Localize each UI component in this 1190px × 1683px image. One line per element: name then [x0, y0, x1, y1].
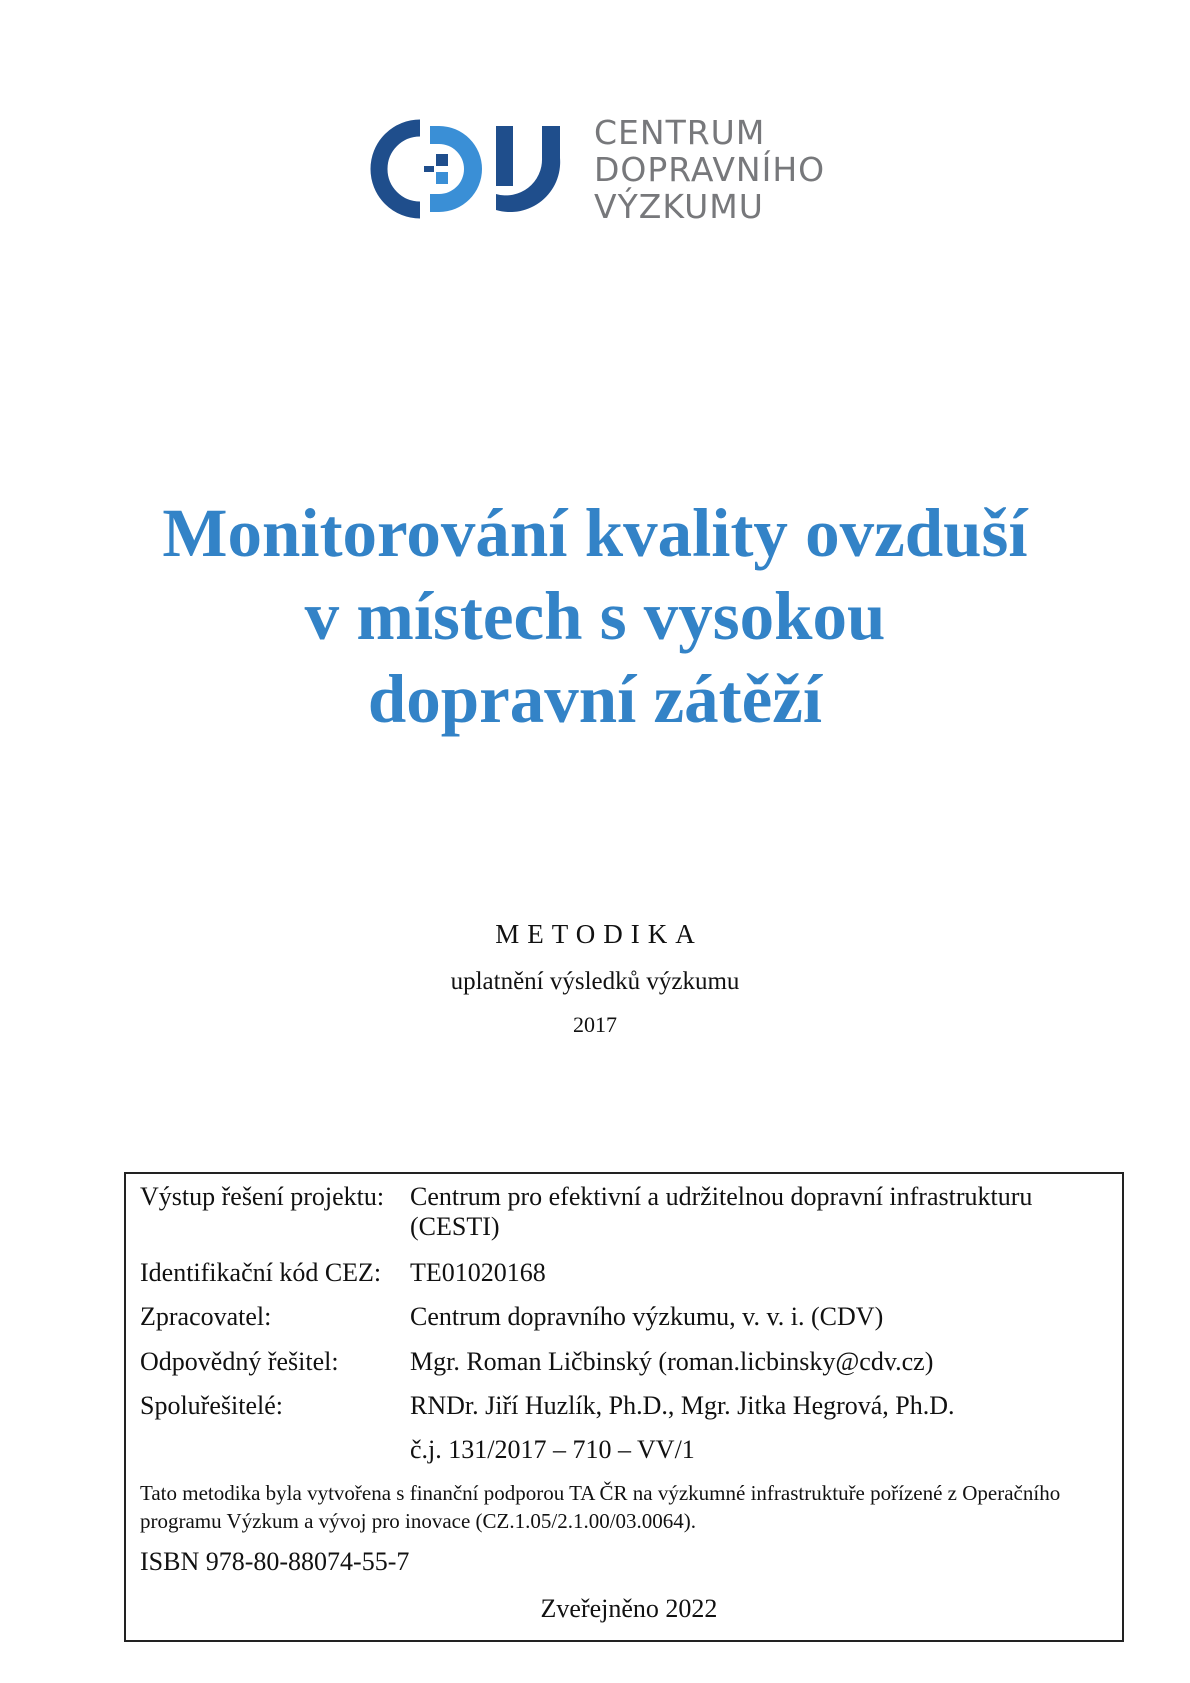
title-line-2: v místech s vysokou: [304, 578, 886, 654]
isbn: ISBN 978-80-88074-55-7: [140, 1547, 410, 1576]
project-info-box: [124, 1172, 1124, 1642]
info-value: Centrum pro efektivní a udržitelnou dopravní infrastrukturu (CESTI): [410, 1182, 1033, 1241]
document-title: [0, 492, 1190, 741]
info-label: Spoluřešitelé:: [140, 1391, 283, 1420]
info-value: č.j. 131/2017 – 710 – VV/1: [410, 1435, 695, 1464]
logo-line-3: VÝZKUMU: [594, 187, 764, 226]
logo-line-1: CENTRUM: [594, 113, 766, 152]
info-label: Výstup řešení projektu:: [140, 1182, 385, 1211]
info-value: Centrum dopravního výzkumu, v. v. i. (CDV): [410, 1302, 884, 1331]
published-date: Zveřejněno 2022: [540, 1594, 718, 1623]
info-label: Odpovědný řešitel:: [140, 1347, 339, 1376]
document-type-subtitle: uplatnění výsledků výzkumu: [450, 968, 740, 995]
logo-text: [594, 114, 825, 225]
info-label: Identifikační kód CEZ:: [140, 1258, 382, 1287]
cdv-logo-mark-icon: [368, 118, 578, 224]
cdv-logo: [368, 112, 848, 230]
info-value: Mgr. Roman Ličbinský (roman.licbinsky@cdv.cz): [410, 1347, 934, 1376]
document-type-label: METODIKA: [495, 919, 703, 949]
info-row-project: [140, 1182, 1110, 1244]
title-line-3: dopravní zátěží: [367, 661, 823, 737]
logo-line-2: DOPRAVNÍHO: [594, 150, 826, 189]
funding-note: Tato metodika byla vytvořena s finanční podporou TA ČR na výzkumné infrastruktuře pořízené z Operačního programu Výzkum a vývoj pro inovace (CZ.1.05/2.1.00/03.0064).: [140, 1481, 1061, 1533]
info-value: TE01020168: [410, 1258, 546, 1287]
info-label: Zpracovatel:: [140, 1302, 272, 1331]
title-line-1: Monitorování kvality ovzduší: [162, 495, 1028, 571]
document-year: 2017: [573, 1012, 617, 1037]
info-value: RNDr. Jiří Huzlík, Ph.D., Mgr. Jitka Hegrová, Ph.D.: [410, 1391, 955, 1420]
